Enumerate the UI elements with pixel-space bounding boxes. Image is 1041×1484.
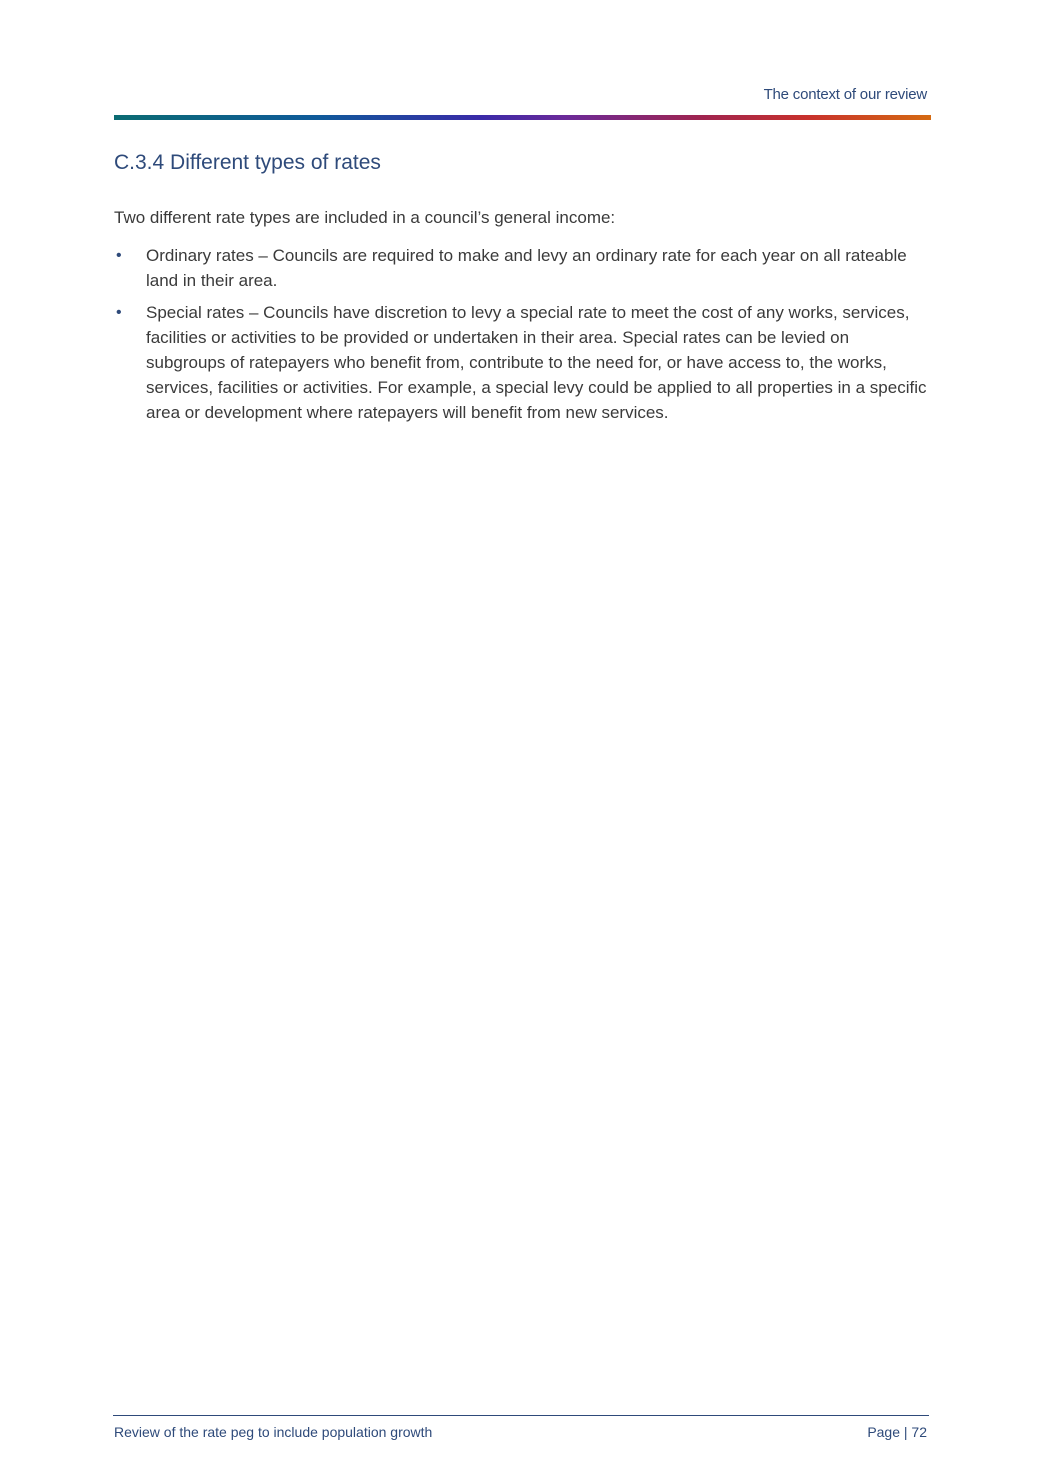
list-item [114, 300, 929, 425]
bullet-icon: • [116, 304, 122, 321]
list-item [114, 243, 929, 293]
rate-types-list [114, 243, 929, 432]
list-item-text: Ordinary rates – Councils are required to make and levy an ordinary rate for each year on all rateable land in their area. [146, 246, 907, 290]
list-item-text: Special rates – Councils have discretion to levy a special rate to meet the cost of any works, services, facilities or activities to be provided or undertaken in their area. Special rates can be levied on subgroups of ratepayers who benefit from, contribute to the need for, or have access to, the works, services, facilities or activities. For example, a special levy could be applied to all properties in a specific area or development where ratepayers will benefit from new services. [146, 303, 927, 422]
footer-rule [113, 1415, 929, 1416]
intro-paragraph: Two different rate types are included in a council’s general income: [114, 208, 616, 227]
footer-document-title: Review of the rate peg to include population growth [114, 1424, 433, 1440]
header-gradient-rule [114, 115, 931, 120]
page-number: Page | 72 [867, 1424, 927, 1440]
section-title: C.3.4 Different types of rates [114, 151, 381, 174]
bullet-icon: • [116, 247, 122, 264]
running-header: The context of our review [763, 86, 927, 103]
